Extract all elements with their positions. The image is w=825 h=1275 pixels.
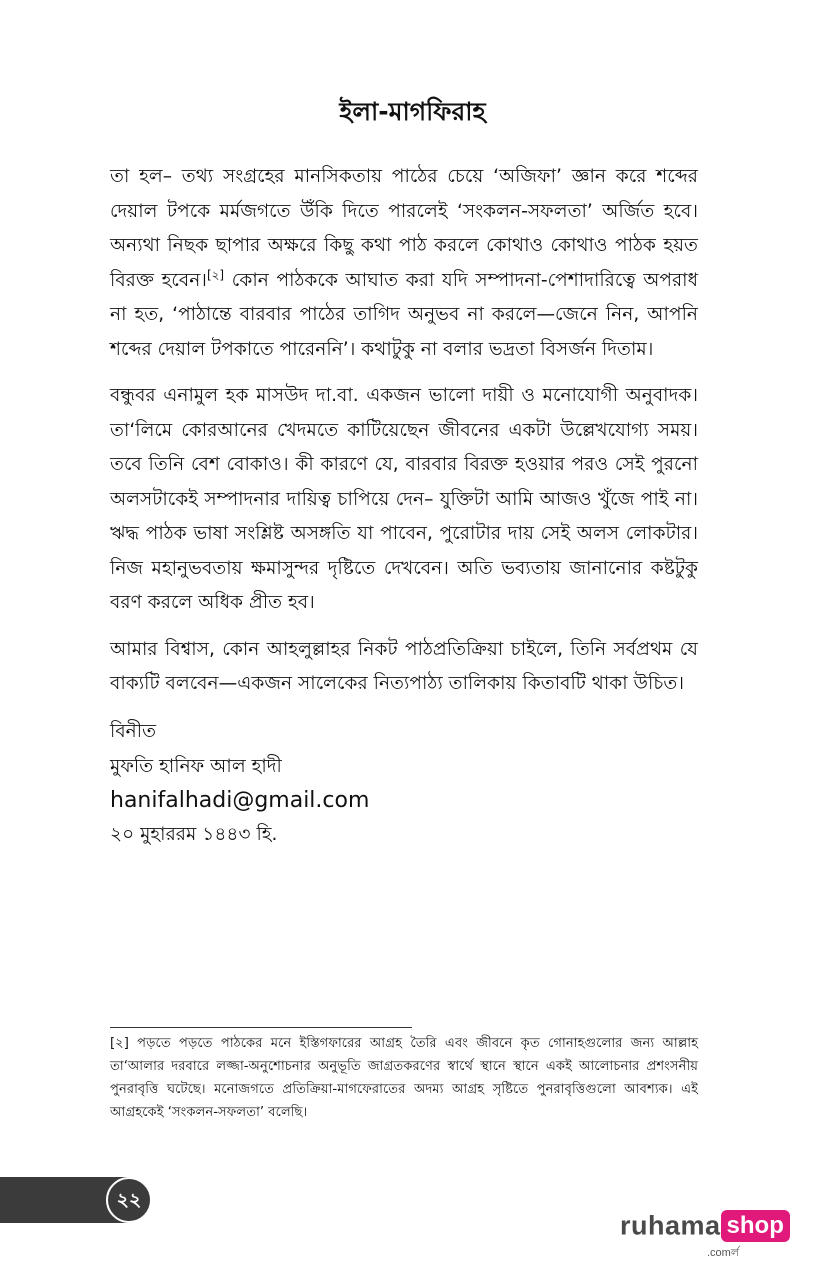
logo-text-shop: shop [721,1210,790,1242]
signature-date: ২০ মুহাররম ১৪৪৩ হি. [110,823,278,845]
paragraph-1 [110,160,698,367]
paragraph-2: বন্ধুবর এনামুল হক মাসউদ দা.বা. একজন ভালো দায়ী ও মনোযোগী অনুবাদক। তা‘লিমে কোরআনের খেদমতে কাটিয়েছেন জীবনের একটা উল্লেখযোগ্য সময়। তবে তিনি বেশ বোকাও। কী কারণে যে, বারবার বিরক্ত হওয়ার পরও সেই পুরনো অলসটাকেই সম্পাদনার দায়িত্ব চাপিয়ে দেন– যুক্তিটা আমি আজও খুঁজে পাই না। ঋদ্ধ পাঠক ভাষা সংশ্লিষ্ট অসঙ্গতি যা পাবেন, পুরোটার দায় সেই অলস লোকটার। নিজ মহানুভবতায় ক্ষমাসুন্দর দৃষ্টিতে দেখবেন। অতি ভব্যতায় জানানোর কষ্টটুকু বরণ করলে অধিক প্রীত হব। [110,385,698,613]
brand-logo [620,1210,790,1250]
running-header: ইলা-মাগফিরাহ [339,97,486,126]
signature-closing: বিনীত [110,720,157,742]
paragraph-1-text-cont: কোন পাঠককে আঘাত করা যদি সম্পাদনা-পেশাদারিত্বে অপরাধ না হত, ‘পাঠান্তে বারবার পাঠের তাগিদ অনুভব না করলে—জেনে নিন, আপনি শব্দের দেয়াল টপকাতে পারেননি’। কথাটুকু না বলার ভদ্রতা বিসর্জন দিতাম। [110,269,698,360]
signature-name: মুফতি হানিফ আল হাদী [110,755,282,777]
logo-suffix: .comর্ল [707,1247,740,1259]
signature-block [110,714,698,852]
paragraph-1-text: তা হল– তথ্য সংগ্রহের মানসিকতায় পাঠের চেয়ে ‘অজিফা’ জ্ঞান করে শব্দের দেয়াল টপকে মর্মজগতে উঁকি দিতে পারলেই ‘সংকলন-সফলতা’ অর্জিত হবে। অন্যথা নিছক ছাপার অক্ষরে কিছু কথা পাঠ করলে কোথাও কোথাও পাঠক হয়ত বিরক্ত হবেন। [110,166,698,291]
logo-text-ruhama: ruhama [620,1210,721,1241]
footnote-reference[interactable]: [২] [206,267,225,282]
body-text [110,160,698,852]
paragraph-3: আমার বিশ্বাস, কোন আহলুল্লাহর নিকট পাঠপ্রতিক্রিয়া চাইলে, তিনি সর্বপ্রথম যে বাক্যটি বলবেন—একজন সালেকের নিত্যপাঠ্য তালিকায় কিতাবটি থাকা উচিত। [110,638,698,694]
footnote: [২] পড়তে পড়তে পাঠকের মনে ইস্তিগফারের আগ্রহ তৈরি এবং জীবনে কৃত গোনাহগুলোর জন্য আল্লাহ তা‘আলার দরবারে লজ্জা-অনুশোচনার অনুভূতি জাগ্রতকরণের স্বার্থে স্থানে স্থানে একই আলোচনার প্রশংসনীয় পুনরাবৃত্তি ঘটেছে। মনোজগতে প্রতিক্রিয়া-মাগফেরাতের অদম্য আগ্রহ সৃষ্টিতে পুনরাবৃত্তিগুলো আবশ্যক। এই আগ্রহকেই ‘সংকলন-সফলতা’ বলেছি। [110,1036,698,1120]
footnote-divider [110,1027,412,1028]
signature-email[interactable]: hanifalhadi@gmail.com [110,787,370,813]
page-number: ২২ [106,1177,152,1223]
